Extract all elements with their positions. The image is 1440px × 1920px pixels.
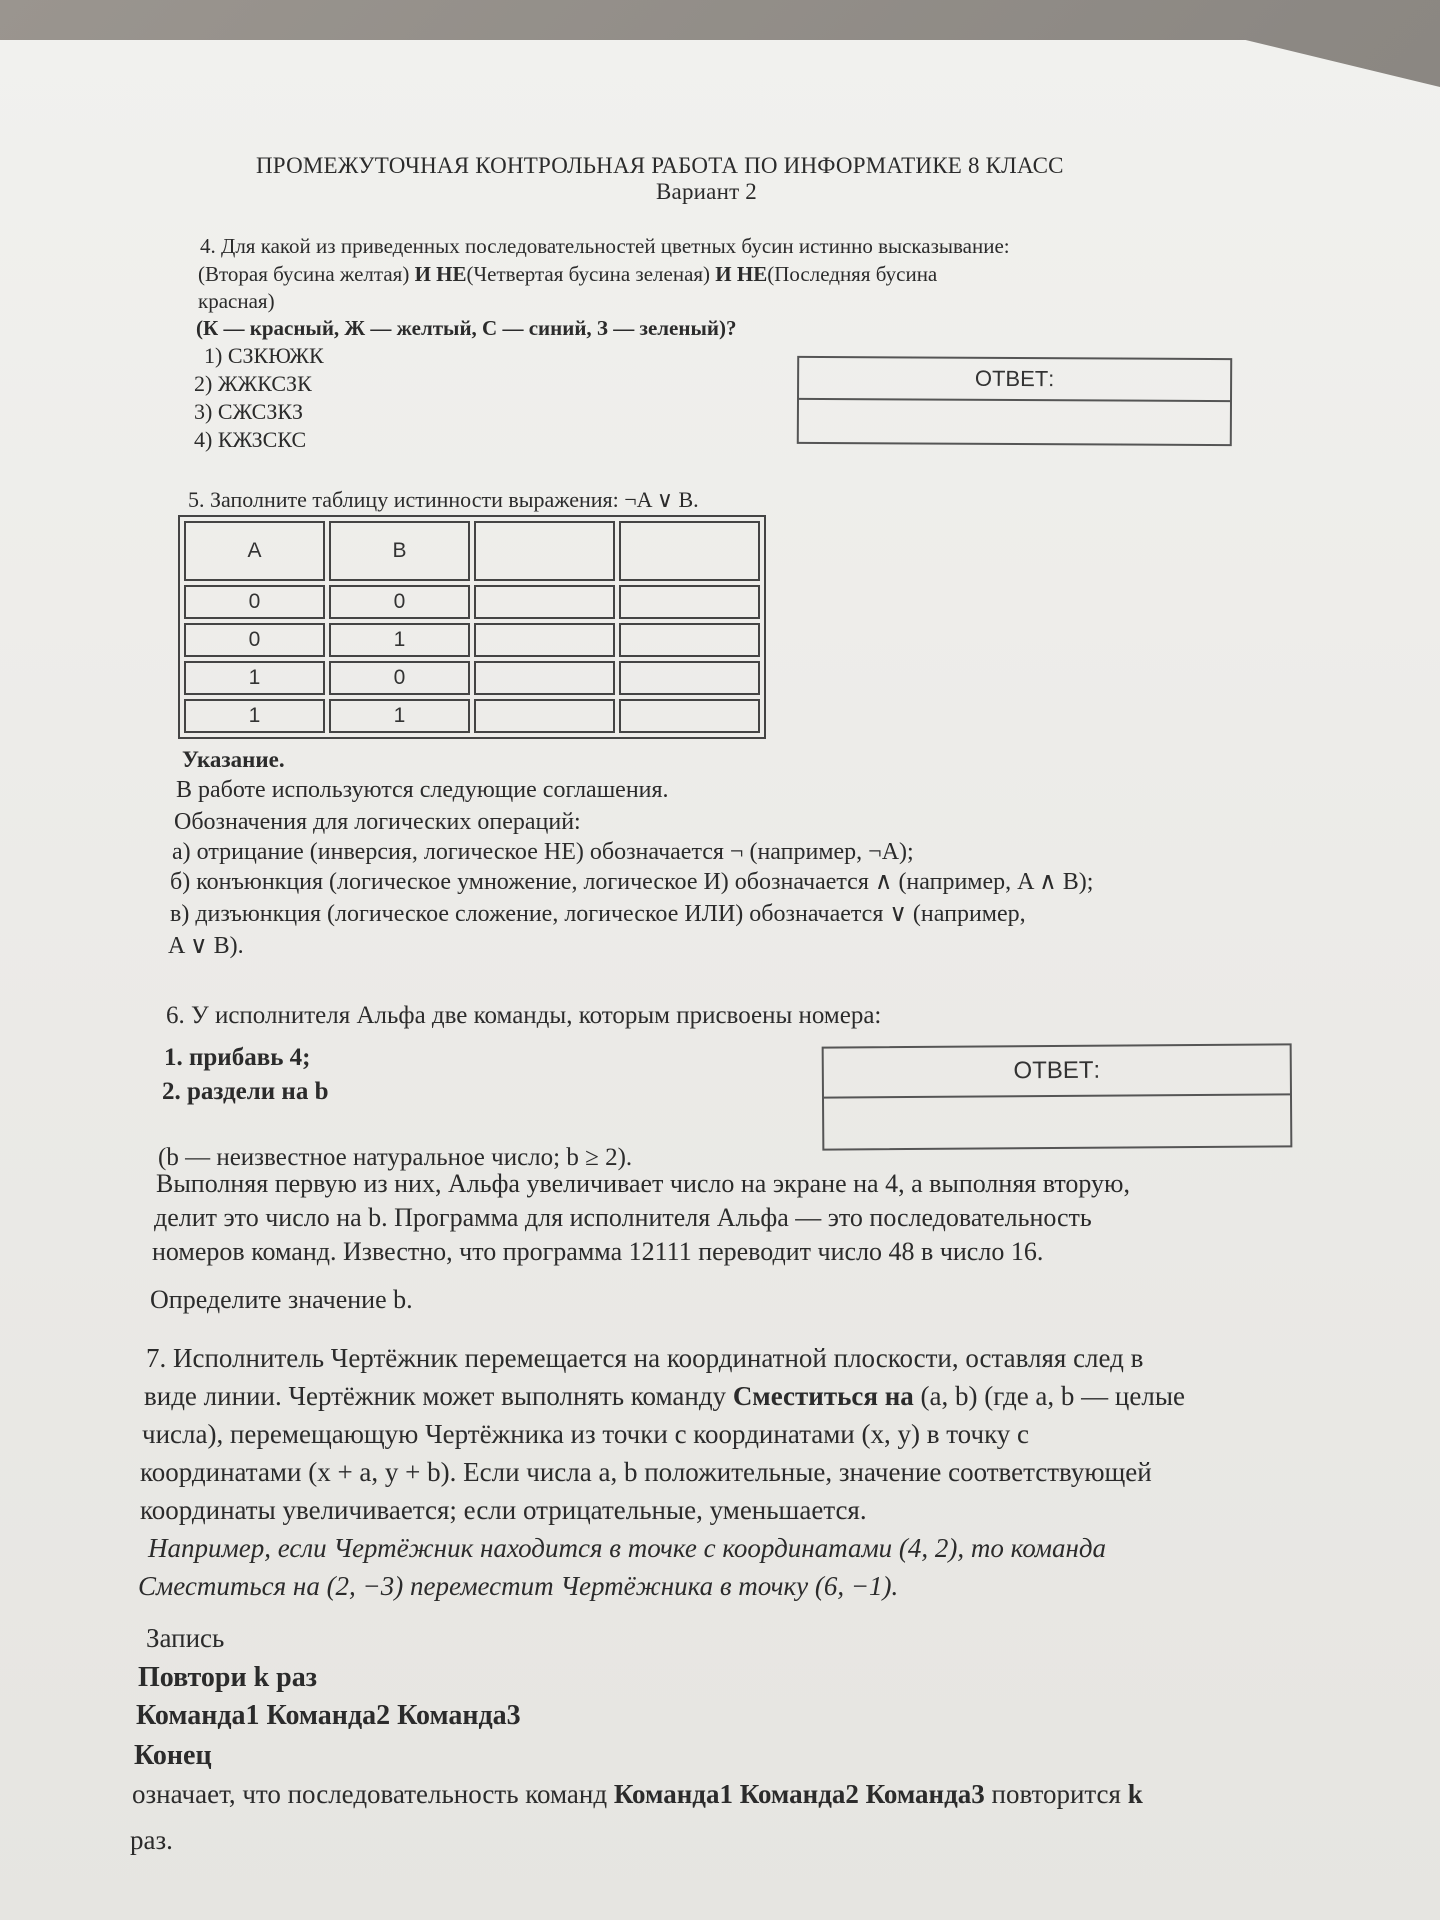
q7-line2-part2: (a, b) (где a, b — целые — [913, 1381, 1185, 1411]
table-cell: 1 — [184, 661, 325, 695]
truth-table-header — [184, 521, 760, 581]
q7-record-label: Запись — [146, 1623, 225, 1653]
q7-line3: числа), перемещающую Чертёжника из точки с координатами (x, y) в точку с — [142, 1419, 1030, 1449]
q4-line2-part1: (Вторая бусина желтая) — [198, 262, 415, 286]
q7-end-line: Конец — [134, 1740, 212, 1771]
table-cell: 1 — [184, 699, 325, 733]
note-line4: б) конъюнкция (логическое умножение, логическое И) обозначается ∧ (например, A ∧ B); — [170, 869, 1094, 895]
document-title: ПРОМЕЖУТОЧНАЯ КОНТРОЛЬНАЯ РАБОТА ПО ИНФОРМАТИКЕ 8 КЛАСС — [256, 153, 1064, 178]
table-cell: 1 — [329, 623, 470, 657]
truth-table — [178, 515, 766, 739]
table-cell: 1 — [329, 699, 470, 733]
note-title: Указание. — [182, 747, 285, 772]
q7-repeat-line: Повтори k раз — [138, 1662, 317, 1693]
q7-commands-line: Команда1 Команда2 Команда3 — [136, 1700, 521, 1731]
table-cell-blank[interactable] — [619, 585, 760, 619]
q7-meaning-line — [132, 1780, 1143, 1808]
q7-last-line: раз. — [130, 1825, 173, 1855]
q4-line2-part2: (Четвертая бусина зеленая) — [466, 262, 716, 286]
q7-line2 — [144, 1382, 1185, 1410]
q7-line1: 7. Исполнитель Чертёжник перемещается на координатной плоскости, оставляя след в — [146, 1343, 1144, 1373]
q7-line4: координатами (x + a, y + b). Если числа a, b положительные, значение соответствующей — [140, 1457, 1152, 1487]
table-cell-blank[interactable] — [474, 699, 615, 733]
q4-option-3: 3) СЖСЗКЗ — [194, 399, 304, 424]
truth-table-header-4[interactable] — [619, 521, 760, 581]
q7-meaning-commands: Команда1 Команда2 Команда3 — [613, 1779, 985, 1809]
q4-option-1: 1) СЗКЮЖК — [204, 343, 324, 368]
q7-example-line2: Сместиться на (2, −3) переместит Чертёжника в точку (6, −1). — [138, 1571, 899, 1601]
q4-line2 — [198, 260, 937, 288]
q4-option-4: 4) КЖЗСКС — [194, 427, 307, 452]
q6-line5: Определите значение b. — [150, 1285, 413, 1314]
q4-line2-and-not-2: И НЕ — [715, 262, 768, 286]
table-cell-blank[interactable] — [619, 661, 760, 695]
q4-answer-box — [797, 356, 1232, 446]
note-line5: в) дизъюнкция (логическое сложение, логическое ИЛИ) обозначается ∨ (например, — [170, 901, 1026, 927]
table-cell-blank[interactable] — [619, 699, 760, 733]
q7-line2-part1: виде линии. Чертёжник может выполнять команду — [144, 1381, 733, 1411]
q4-line3: красная) — [198, 289, 275, 313]
truth-table-header-a: A — [184, 521, 325, 581]
q7-example-line1: Например, если Чертёжник находится в точке с координатами (4, 2), то команда — [148, 1533, 1107, 1563]
q7-line5: координаты увеличивается; если отрицательные, уменьшается. — [140, 1495, 867, 1525]
q6-command-1: 1. прибавь 4; — [164, 1044, 311, 1071]
table-cell-blank[interactable] — [474, 623, 615, 657]
q7-line2-command: Сместиться на — [732, 1381, 914, 1411]
q6-line2: Выполняя первую из них, Альфа увеличивает число на экране на 4, а выполняя вторую, — [156, 1169, 1130, 1198]
q6-condition: (b — неизвестное натуральное число; b ≥ 2). — [158, 1144, 633, 1171]
table-cell: 0 — [329, 661, 470, 695]
q6-answer-field[interactable] — [824, 1095, 1290, 1148]
note-line1: В работе используются следующие соглашения. — [176, 777, 669, 803]
q7-meaning-part1: означает, что последовательность команд — [132, 1779, 614, 1809]
table-row — [184, 699, 760, 733]
table-cell: 0 — [184, 623, 325, 657]
q4-line2-part3: (Последняя бусина — [767, 262, 938, 286]
q4-line4: (К — красный, Ж — желтый, С — синий, З — зеленый)? — [196, 316, 737, 340]
table-cell-blank[interactable] — [474, 585, 615, 619]
q4-option-2: 2) ЖЖКСЗК — [194, 371, 312, 396]
truth-table-header-3[interactable] — [474, 521, 615, 581]
q4-line2-and-not-1: И НЕ — [414, 262, 467, 286]
table-row — [184, 623, 760, 657]
q4-answer-field[interactable] — [799, 400, 1230, 444]
table-row — [184, 585, 760, 619]
table-cell: 0 — [329, 585, 470, 619]
q4-line1: 4. Для какой из приведенных последовательностей цветных бусин истинно высказывание: — [200, 234, 1010, 258]
q6-answer-label: ОТВЕТ: — [824, 1045, 1290, 1098]
table-cell-blank[interactable] — [619, 623, 760, 657]
note-line6: A ∨ B). — [168, 933, 244, 959]
table-cell: 0 — [184, 585, 325, 619]
q6-command-2: 2. раздели на b — [162, 1078, 329, 1105]
table-row — [184, 661, 760, 695]
variant-label: Вариант 2 — [656, 179, 757, 204]
note-line2: Обозначения для логических операций: — [174, 809, 581, 835]
q4-answer-label: ОТВЕТ: — [799, 358, 1230, 402]
q7-meaning-part2: повторится — [984, 1779, 1128, 1809]
q6-line1: 6. У исполнителя Альфа две команды, которым присвоены номера: — [166, 1002, 882, 1029]
note-line3: а) отрицание (инверсия, логическое НЕ) обозначается ¬ (например, ¬A); — [172, 839, 914, 865]
q6-line3: делит это число на b. Программа для исполнителя Альфа — это последовательность — [154, 1203, 1092, 1232]
q6-answer-box — [822, 1043, 1293, 1150]
truth-table-header-b: B — [329, 521, 470, 581]
q7-meaning-k: k — [1127, 1779, 1143, 1809]
q5-line: 5. Заполните таблицу истинности выражения: ¬A ∨ B. — [188, 487, 699, 512]
q6-line4: номеров команд. Известно, что программа 12111 переводит число 48 в число 16. — [152, 1237, 1044, 1266]
table-cell-blank[interactable] — [474, 661, 615, 695]
